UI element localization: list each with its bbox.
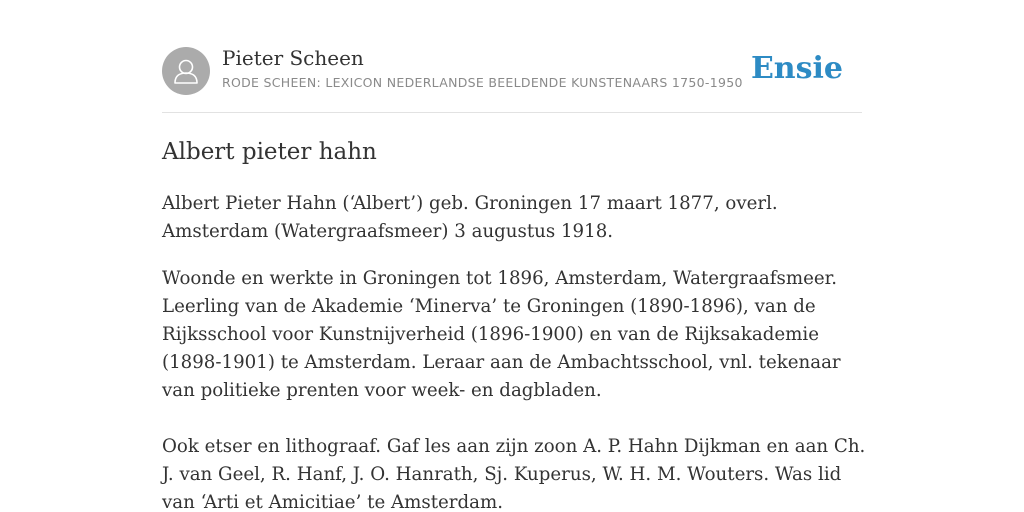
author-avatar[interactable]: [162, 47, 210, 95]
entry-paragraph: Albert Pieter Hahn (‘Albert’) geb. Groningen 17 maart 1877, overl. Amsterdam (Watergraafsmeer) 3 augustus 1918.: [162, 193, 778, 242]
entry-paragraph: Ook etser en lithograaf. Gaf les aan zijn zoon A. P. Hahn Dijkman en aan Ch. J. van Geel, R. Hanf, J. O. Hanrath, Sj. Kuperus, W. H. M. Wouters. Was lid van ‘Arti et Amicitiae’ te Amsterdam.: [162, 436, 866, 512]
entry-title: Albert pieter hahn: [162, 139, 377, 165]
author-header: [162, 0, 862, 113]
article-container: [162, 0, 866, 512]
entry-paragraph: Woonde en werkte in Groningen tot 1896, Amsterdam, Watergraafsmeer. Leerling van de Akademie ‘Minerva’ te Groningen (1890-1896), van de Rijksschool voor Kunstnijverheid (1896-1900) en van de Rijksakademie (1898-1901) te Amsterdam. Leraar aan de Ambachtsschool, vnl. tekenaar van politieke prenten voor week- en dagbladen.: [162, 268, 841, 401]
author-name[interactable]: Pieter Scheen: [222, 46, 364, 70]
author-source[interactable]: RODE SCHEEN: LEXICON NEDERLANDSE BEELDENDE KUNSTENAARS 1750-1950: [222, 75, 743, 90]
user-icon: [162, 47, 210, 95]
brand-logo[interactable]: Ensie: [750, 51, 843, 86]
